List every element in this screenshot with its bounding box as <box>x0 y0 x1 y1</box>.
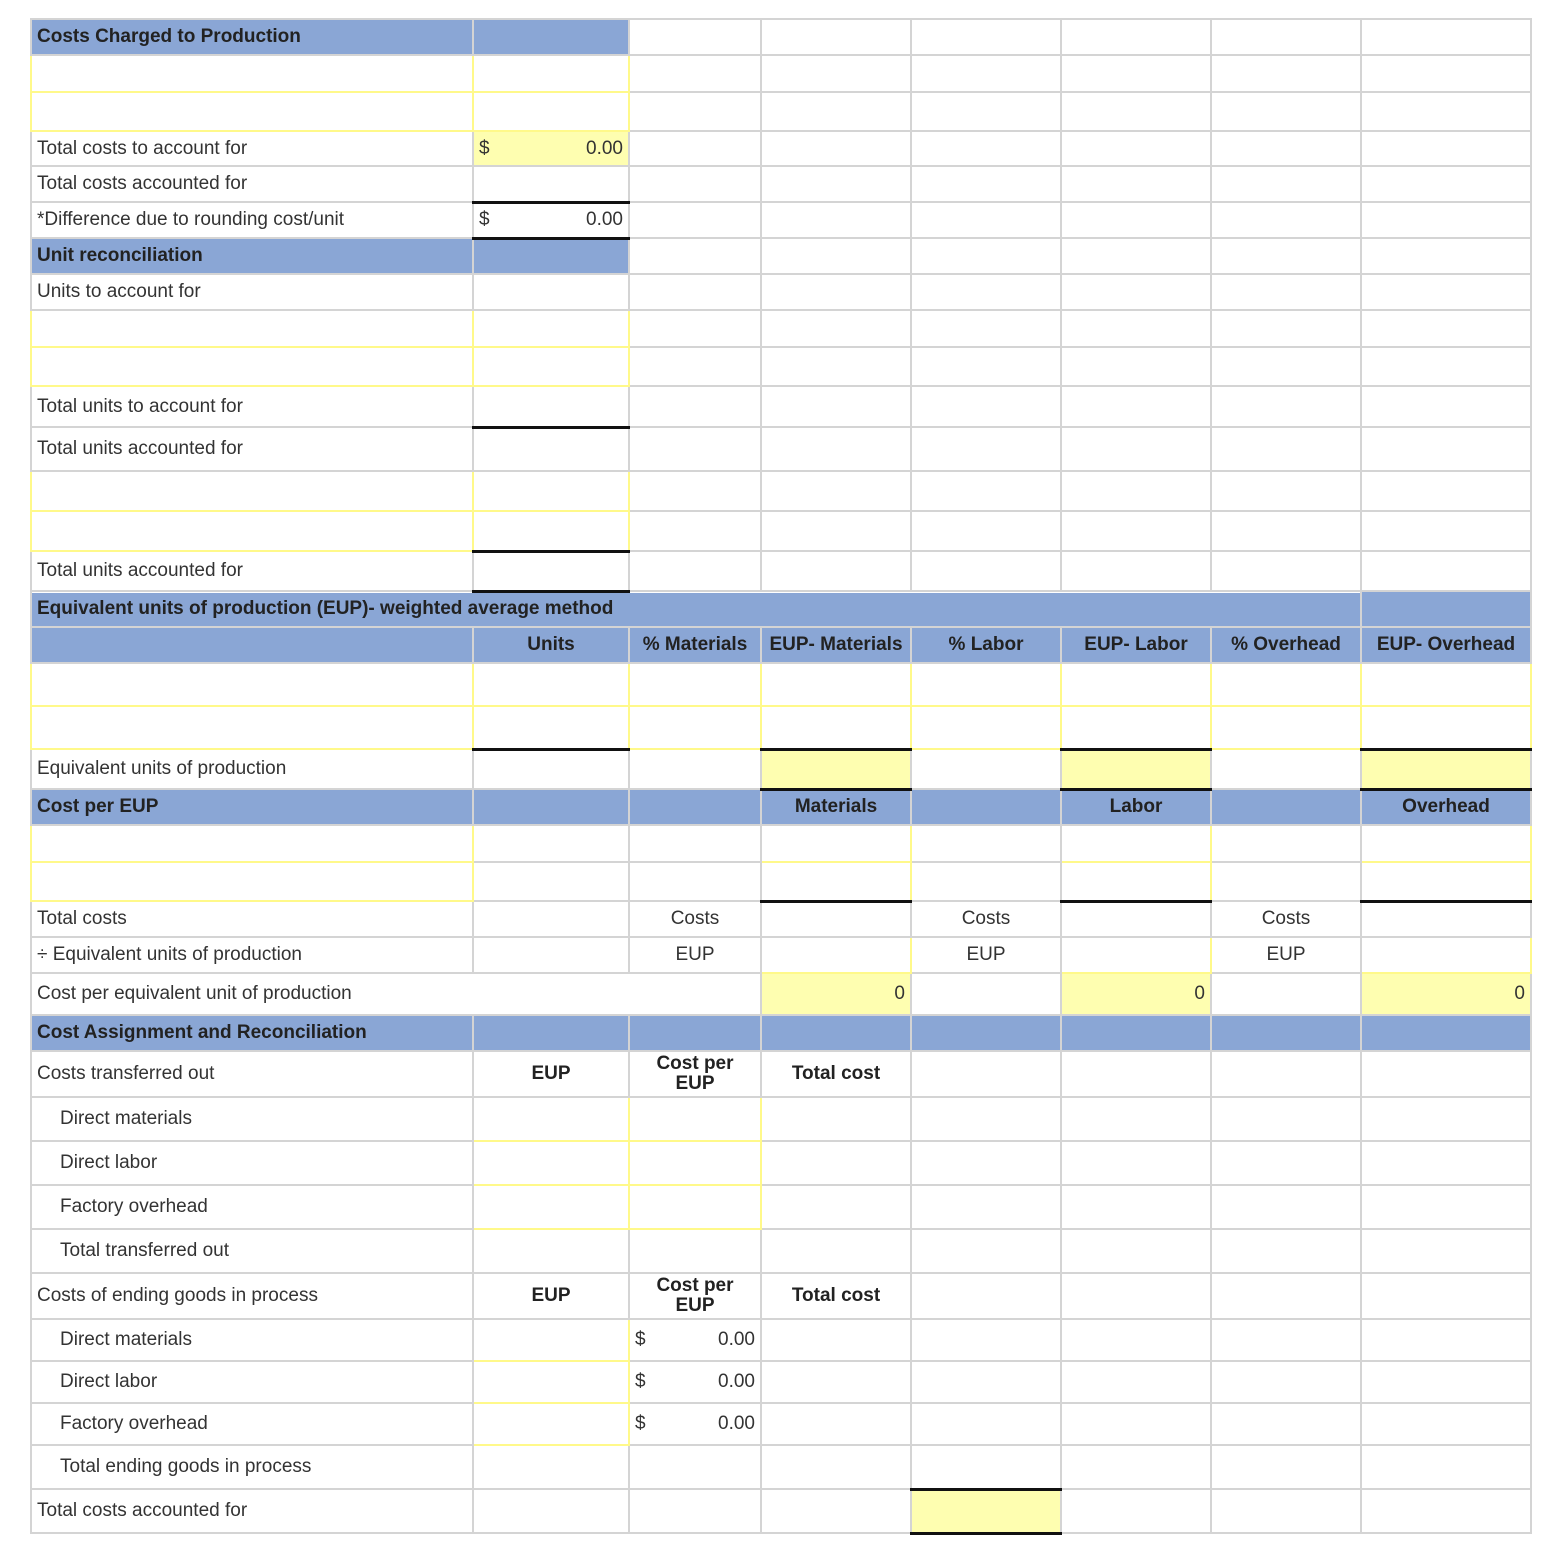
transferred-dl-eup-input[interactable] <box>473 1141 629 1185</box>
difference-label: *Difference due to rounding cost/unit <box>31 202 473 238</box>
labor-total-costs <box>1061 901 1211 937</box>
materials-cost-input-2[interactable] <box>761 862 911 901</box>
transferred-dl-label: Direct labor <box>31 1141 473 1185</box>
costs-word-overhead: Costs <box>1211 901 1361 937</box>
unit-label-input-1[interactable] <box>31 310 473 347</box>
units-to-account-label: Units to account for <box>31 274 473 310</box>
total-costs-accounted-cell <box>911 1489 1061 1533</box>
cost-per-unit-label: Cost per equivalent unit of production <box>31 973 761 1015</box>
unit-reconciliation-header: Unit reconciliation <box>31 238 473 274</box>
eup-col-pct-labor: % Labor <box>911 627 1061 663</box>
currency-symbol: $ <box>635 1329 646 1351</box>
eup-col-pct-overhead: % Overhead <box>1211 627 1361 663</box>
materials-eup-input[interactable] <box>761 937 911 973</box>
transferred-out-label: Costs transferred out <box>31 1051 473 1097</box>
eup-row-2-pct-materials-input[interactable] <box>629 706 761 749</box>
labor-cost-input-2[interactable] <box>1061 862 1211 901</box>
ending-dl-cost-value: 0.00 <box>718 1371 755 1393</box>
eup-row-1-pct-overhead-input[interactable] <box>1211 663 1361 706</box>
ending-fo-eup-input[interactable] <box>473 1403 629 1445</box>
total-units-accounted-label-2: Total units accounted for <box>31 551 473 591</box>
cost-per-eup-header: Cost per EUP <box>31 789 473 825</box>
total-costs-to-account-cell <box>473 131 629 166</box>
total-costs-to-account-label: Total costs to account for <box>31 131 473 166</box>
materials-cost-per-unit: 0 <box>761 973 911 1015</box>
total-costs-accounted-label: Total costs accounted for <box>31 166 473 202</box>
total-units-accounted-label: Total units accounted for <box>31 427 473 471</box>
eup-total-labor <box>1061 749 1211 789</box>
eup-row-1-label-input[interactable] <box>31 663 473 706</box>
eup-col-eup-labor: EUP- Labor <box>1061 627 1211 663</box>
eup-row-2-eup-labor-input[interactable] <box>1061 706 1211 749</box>
unit-value-input-3[interactable] <box>473 471 629 511</box>
unit-label-input-3[interactable] <box>31 471 473 511</box>
ending-cost-per-eup-header: Cost per EUP <box>629 1273 761 1319</box>
eup-row-2-pct-labor-input[interactable] <box>911 706 1061 749</box>
eup-row-1-eup-materials-input[interactable] <box>761 663 911 706</box>
cost-per-eup-label-input-1[interactable] <box>31 825 473 862</box>
labor-cost-input-1[interactable] <box>1061 825 1211 862</box>
overhead-cost-input-2[interactable] <box>1361 862 1531 901</box>
eup-row-2-units-input[interactable] <box>473 706 629 749</box>
assignment-header: Cost Assignment and Reconciliation <box>31 1015 473 1051</box>
total-ending-gip-label: Total ending goods in process <box>31 1445 473 1489</box>
cost-per-eup-overhead-header: Overhead <box>1361 789 1531 825</box>
transferred-total-cost-header: Total cost <box>761 1051 911 1097</box>
eup-total-overhead <box>1361 749 1531 789</box>
eup-row-1-pct-labor-input[interactable] <box>911 663 1061 706</box>
materials-total-costs <box>761 901 911 937</box>
overhead-eup-input[interactable] <box>1361 937 1531 973</box>
labor-eup-input[interactable] <box>1061 937 1211 973</box>
overhead-cost-input-1[interactable] <box>1361 825 1531 862</box>
eup-row-1-eup-labor-input[interactable] <box>1061 663 1211 706</box>
ending-dm-label: Direct materials <box>31 1319 473 1361</box>
eup-col-eup-overhead: EUP- Overhead <box>1361 627 1531 663</box>
ending-fo-cost-cell <box>629 1403 761 1445</box>
ending-gip-label: Costs of ending goods in process <box>31 1273 473 1319</box>
cost-value-input-2[interactable] <box>473 92 629 131</box>
costs-charged-header: Costs Charged to Production <box>31 19 473 55</box>
costs-word-labor: Costs <box>911 901 1061 937</box>
ending-eup-header: EUP <box>473 1273 629 1319</box>
cost-per-eup-materials-header: Materials <box>761 789 911 825</box>
ending-dm-eup-input[interactable] <box>473 1319 629 1361</box>
ending-total-cost-header: Total cost <box>761 1273 911 1319</box>
eup-col-eup-materials: EUP- Materials <box>761 627 911 663</box>
cost-label-input-1[interactable] <box>31 55 473 92</box>
eup-row-1-pct-materials-input[interactable] <box>629 663 761 706</box>
transferred-fo-label: Factory overhead <box>31 1185 473 1229</box>
ending-dl-cost-cell <box>629 1361 761 1403</box>
total-costs-accounted-label-2: Total costs accounted for <box>31 1489 473 1533</box>
overhead-cost-per-unit: 0 <box>1361 973 1531 1015</box>
transferred-dm-eup-input[interactable] <box>473 1097 629 1141</box>
total-costs-to-account-value: 0.00 <box>586 137 623 159</box>
unit-value-input-2[interactable] <box>473 347 629 386</box>
transferred-cost-per-eup-header: Cost per EUP <box>629 1051 761 1097</box>
transferred-eup-header: EUP <box>473 1051 629 1097</box>
eup-row-2-pct-overhead-input[interactable] <box>1211 706 1361 749</box>
currency-symbol: $ <box>635 1371 646 1393</box>
currency-symbol: $ <box>479 137 490 159</box>
eup-col-units: Units <box>473 627 629 663</box>
eup-row-2-eup-materials-input[interactable] <box>761 706 911 749</box>
total-units-to-account-label: Total units to account for <box>31 386 473 427</box>
eup-row-2-eup-overhead-input[interactable] <box>1361 706 1531 749</box>
ending-dm-cost-value: 0.00 <box>718 1329 755 1351</box>
eup-col-pct-materials: % Materials <box>629 627 761 663</box>
total-transferred-label: Total transferred out <box>31 1229 473 1273</box>
cost-value-input-1[interactable] <box>473 55 629 92</box>
ending-fo-cost-value: 0.00 <box>718 1413 755 1435</box>
difference-cell <box>473 202 629 238</box>
labor-cost-per-unit: 0 <box>1061 973 1211 1015</box>
materials-cost-input-1[interactable] <box>761 825 911 862</box>
cost-label-input-2[interactable] <box>31 92 473 131</box>
ending-dm-cost-cell <box>629 1319 761 1361</box>
overhead-total-costs <box>1361 901 1531 937</box>
unit-value-input-1[interactable] <box>473 310 629 347</box>
costs-word-materials: Costs <box>629 901 761 937</box>
eup-row-2-label-input[interactable] <box>31 706 473 749</box>
ending-dl-label: Direct labor <box>31 1361 473 1403</box>
transferred-dm-cost-input[interactable] <box>629 1097 761 1141</box>
cost-per-eup-label-input-2[interactable] <box>31 862 473 901</box>
transferred-fo-eup-input[interactable] <box>473 1185 629 1229</box>
divide-eup-label: ÷ Equivalent units of production <box>31 937 473 973</box>
eup-row-1-eup-overhead-input[interactable] <box>1361 663 1531 706</box>
eup-word-overhead: EUP <box>1211 937 1361 973</box>
eup-row-1-units-input[interactable] <box>473 663 629 706</box>
ending-fo-label: Factory overhead <box>31 1403 473 1445</box>
eup-total-materials <box>761 749 911 789</box>
unit-label-input-4[interactable] <box>31 511 473 551</box>
transferred-fo-cost-input[interactable] <box>629 1185 761 1229</box>
transferred-dl-cost-input[interactable] <box>629 1141 761 1185</box>
difference-value: 0.00 <box>586 209 623 231</box>
currency-symbol: $ <box>479 209 490 231</box>
ending-dl-eup-input[interactable] <box>473 1361 629 1403</box>
unit-label-input-2[interactable] <box>31 347 473 386</box>
eup-word-labor: EUP <box>911 937 1061 973</box>
production-cost-worksheet <box>30 18 1532 1535</box>
eup-total-label: Equivalent units of production <box>31 749 473 789</box>
unit-value-input-4[interactable] <box>473 511 629 551</box>
transferred-dm-label: Direct materials <box>31 1097 473 1141</box>
eup-word-materials: EUP <box>629 937 761 973</box>
currency-symbol: $ <box>635 1413 646 1435</box>
cost-per-eup-labor-header: Labor <box>1061 789 1211 825</box>
total-costs-label: Total costs <box>31 901 473 937</box>
eup-header: Equivalent units of production (EUP)- weighted average method <box>31 591 1361 627</box>
